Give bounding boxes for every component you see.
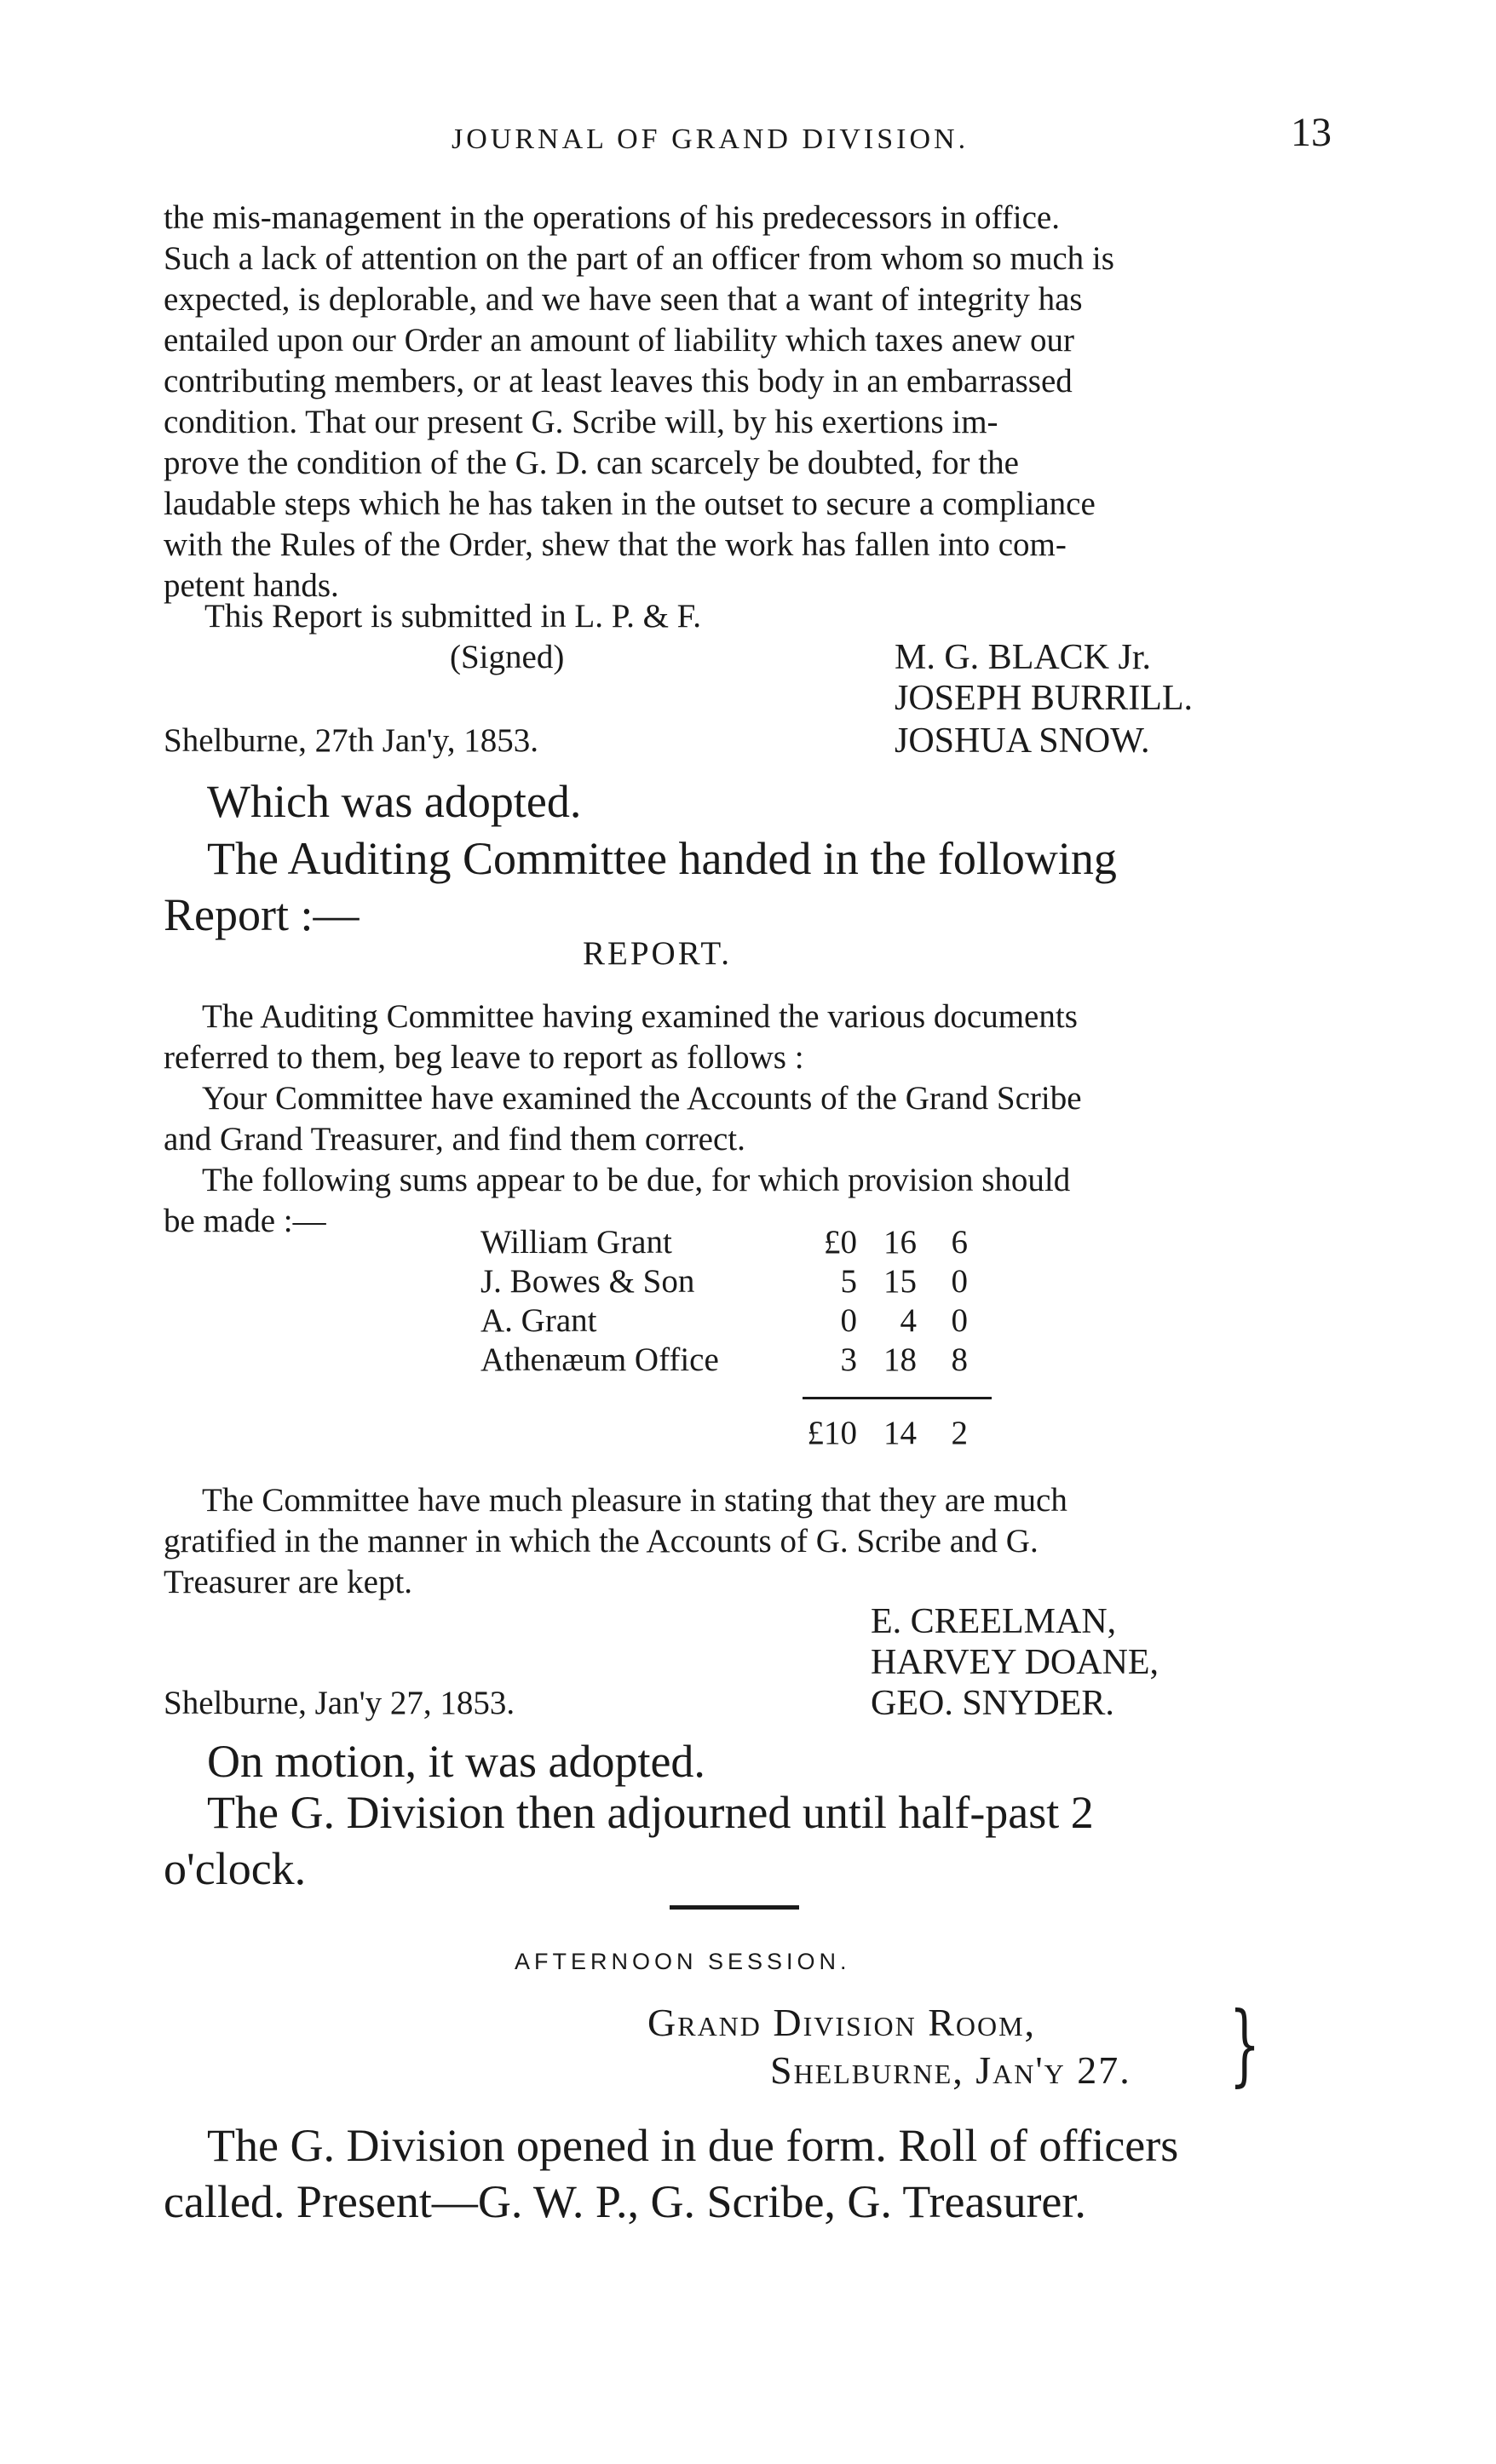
audit-line: The Auditing Committee having examined the various documents	[202, 998, 1078, 1035]
account-pounds: 0	[840, 1302, 857, 1339]
table-row	[480, 1262, 968, 1301]
audit-line: be made :—	[164, 1203, 326, 1239]
account-pence: 0	[951, 1263, 968, 1300]
brace-mark: }	[1228, 1992, 1261, 2096]
adopted-line-2: On motion, it was adopted.	[207, 1736, 705, 1787]
account-shillings: 15	[883, 1263, 917, 1300]
page-number: 13	[1291, 110, 1332, 155]
location-line: Shelburne, Jan'y 27.	[770, 2048, 1131, 2092]
location-line: Grand Division Room,	[647, 2001, 1037, 2044]
signatory: JOSHUA SNOW.	[895, 721, 1150, 761]
report-line: expected, is deplorable, and we have seen that a want of integrity has	[164, 281, 1083, 318]
account-name: William Grant	[480, 1224, 672, 1261]
account-pence: 8	[951, 1341, 968, 1378]
report-line: petent hands.	[164, 567, 339, 604]
account-shillings: 16	[883, 1224, 917, 1261]
account-name: Athenæum Office	[480, 1341, 719, 1378]
signatory: M. G. BLACK Jr.	[895, 638, 1152, 677]
audit-line: and Grand Treasurer, and find them correct.	[164, 1121, 745, 1157]
report-line: Such a lack of attention on the part of an officer from whom so much is	[164, 240, 1114, 277]
report-heading: REPORT.	[583, 935, 733, 972]
report-line: entailed upon our Order an amount of liability which taxes anew our	[164, 322, 1074, 359]
signatory: JOSEPH BURRILL.	[895, 679, 1194, 718]
account-pounds: 3	[840, 1341, 857, 1378]
auditing-intro	[164, 830, 1314, 943]
opening-line: called. Present—G. W. P., G. Scribe, G. Treasurer.	[164, 2176, 1086, 2227]
report-line: contributing members, or at least leaves this body in an embarrassed	[164, 363, 1073, 399]
submitted-line: This Report is submitted in L. P. & F.	[204, 598, 702, 635]
pleasure-line: Treasurer are kept.	[164, 1564, 413, 1600]
intro-line: The Auditing Committee handed in the following	[207, 833, 1117, 884]
committee-report-text	[164, 198, 1314, 606]
table-row	[480, 1223, 968, 1262]
running-title: JOURNAL OF GRAND DIVISION.	[452, 123, 970, 155]
intro-line: Report :—	[164, 889, 360, 940]
section-divider	[670, 1905, 799, 1910]
pleasure-paragraph	[164, 1480, 1314, 1603]
total-pence: 2	[951, 1415, 968, 1451]
signatory: GEO. SNYDER.	[871, 1684, 1114, 1723]
account-name: J. Bowes & Son	[480, 1263, 695, 1300]
total-rule	[803, 1397, 992, 1399]
account-shillings: 18	[883, 1341, 917, 1378]
account-pence: 0	[951, 1302, 968, 1339]
signatory: HARVEY DOANE,	[871, 1643, 1159, 1682]
report-line: condition. That our present G. Scribe will, by his exertions im-	[164, 404, 998, 440]
signed-label: (Signed)	[450, 639, 565, 675]
audit-place-date: Shelburne, Jan'y 27, 1853.	[164, 1685, 515, 1721]
audit-line: Your Committee have examined the Accounts of the Grand Scribe	[202, 1080, 1082, 1117]
report-line: with the Rules of the Order, shew that the work has fallen into com-	[164, 526, 1067, 563]
adjourned-line: The G. Division then adjourned until half-past 2	[207, 1787, 1094, 1838]
account-pence: 6	[951, 1224, 968, 1261]
auditing-report-text	[164, 997, 1314, 1242]
afternoon-heading: AFTERNOON SESSION.	[515, 1949, 851, 1974]
total-pounds: £10	[807, 1415, 857, 1451]
account-pounds: 5	[840, 1263, 857, 1300]
table-row	[480, 1341, 968, 1380]
account-shillings: 4	[900, 1302, 917, 1339]
report-place-date: Shelburne, 27th Jan'y, 1853.	[164, 722, 538, 759]
total-shillings: 14	[883, 1415, 917, 1451]
pleasure-line: gratified in the manner in which the Accounts of G. Scribe and G.	[164, 1523, 1039, 1559]
pleasure-line: The Committee have much pleasure in stating that they are much	[202, 1482, 1067, 1519]
adjourned-paragraph	[164, 1784, 1314, 1897]
audit-line: The following sums appear to be due, for which provision should	[202, 1162, 1071, 1198]
account-pounds: £0	[824, 1224, 857, 1261]
accounts-table	[480, 1223, 968, 1380]
audit-line: referred to them, beg leave to report as follows :	[164, 1039, 804, 1076]
adjourned-line: o'clock.	[164, 1843, 307, 1894]
report-line: laudable steps which he has taken in the outset to secure a compliance	[164, 485, 1096, 522]
signatory: E. CREELMAN,	[871, 1602, 1117, 1641]
total-row	[797, 1414, 968, 1453]
opening-paragraph	[164, 2117, 1314, 2230]
account-name: A. Grant	[480, 1302, 597, 1339]
opening-line: The G. Division opened in due form. Roll of officers	[207, 2120, 1179, 2171]
adopted-line: Which was adopted.	[207, 776, 582, 827]
table-row	[480, 1301, 968, 1341]
report-line: prove the condition of the G. D. can scarcely be doubted, for the	[164, 445, 1019, 481]
report-line: the mis-management in the operations of his predecessors in office.	[164, 199, 1060, 236]
